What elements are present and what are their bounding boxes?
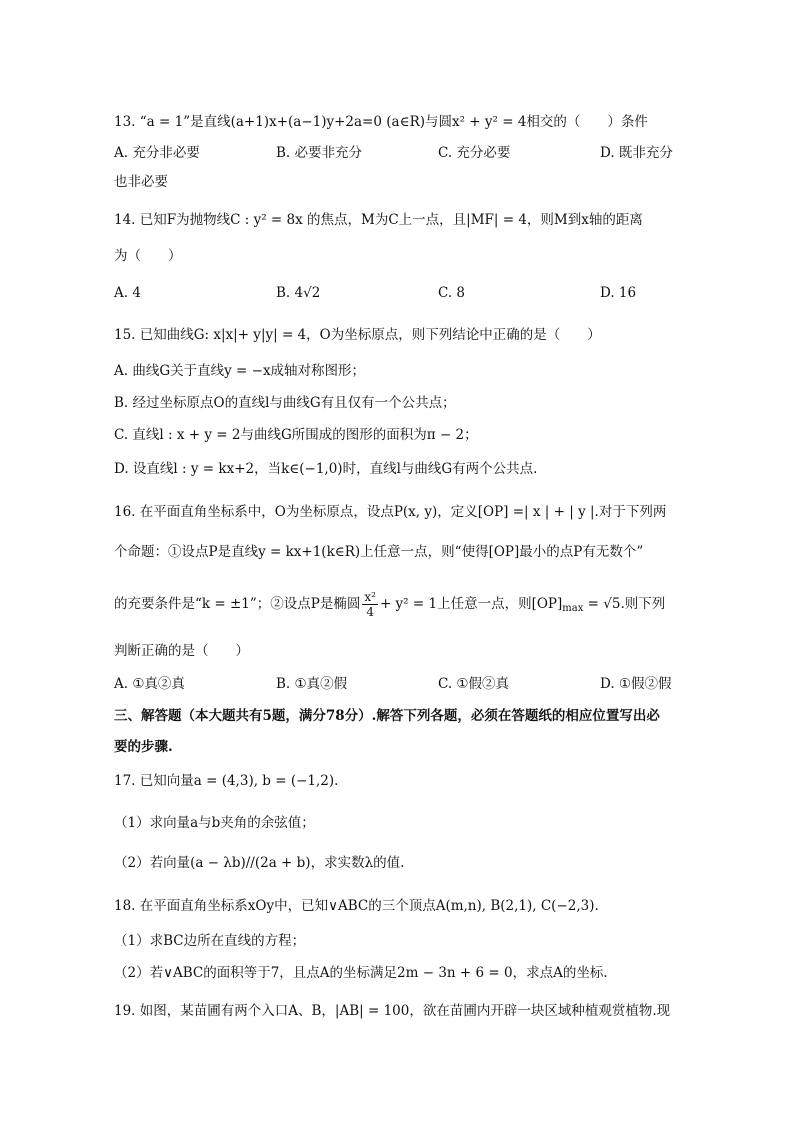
q13-option-a: A. 充分非必要 [114,145,200,161]
max-subscript: max [562,603,584,614]
q14-stem: 14. 已知F为抛物线C : y² = 8x 的焦点，M为C上一点，且|MF| = 4，则M到x轴的距离 [114,212,643,228]
q13-stem: 13. “a = 1”是直线(a+1)x+(a−1)y+2a=0 (a∈R)与圆x² + y² = 4相交的（ ）条件 [114,114,648,130]
q17-part-2: （2）若向量(a − λb)//(2a + b)，求实数λ的值. [114,855,405,871]
section-heading-line-1: 三、解答题（本大题共有5题，满分78分）.解答下列各题，必须在答题纸的相应位置写出必 [114,708,660,724]
q16-line-3-b: + y² = 1上任意一点，则[OP] [379,596,563,612]
q14-option-a: A. 4 [114,285,141,301]
fraction-numerator: x² [364,590,376,604]
q18-part-2: （2）若∨ABC的面积等于7，且点A的坐标满足2m − 3n + 6 = 0，求点A的坐标. [114,965,608,981]
q14-continuation: 为（ ） [114,248,182,264]
q16-line-2: 个命题：①设点P是直线y = kx+1(k∈R)上任意一点，则“使得[OP]最小的点P有无数个” [114,544,644,560]
q15-option-d: D. 设直线l : y = kx+2，当k∈(−1,0)时，直线l与曲线G有两个公共点. [114,461,538,477]
q13-continuation: 也非必要 [114,174,168,190]
q13-option-c: C. 充分必要 [438,145,511,161]
q16-line-4: 判断正确的是（ ） [114,643,249,659]
q13-option-d: D. 既非充分 [600,145,673,161]
q16-option-c: C. ①假②真 [438,676,510,692]
q18-stem: 18. 在平面直角坐标系xOy中，已知∨ABC的三个顶点A(m,n), B(2,1), C(−2,3). [114,898,599,914]
fraction-denominator: 4 [366,605,374,619]
q14-option-b: B. 4√2 [276,285,321,301]
q17-part-1: （1）求向量a与b夹角的余弦值； [114,815,315,831]
q14-option-c: C. 8 [438,285,466,301]
q15-option-b: B. 经过坐标原点O的直线l与曲线G有且仅有一个公共点； [114,395,456,411]
q16-line-1: 16. 在平面直角坐标系中，O为坐标原点，设点P(x, y)，定义[OP] =| x | + | y |.对于下列两 [114,504,667,520]
q16-line-3 [114,590,665,619]
q16-line-3-c: = √5.则下列 [583,596,666,612]
q14-option-d: D. 16 [600,285,637,301]
q15-option-c: C. 直线l : x + y = 2与曲线G所围成的图形的面积为π − 2； [114,427,478,443]
q17-stem: 17. 已知向量a = (4,3), b = (−1,2). [114,773,339,789]
ellipse-fraction [362,590,378,619]
q16-option-a: A. ①真②真 [114,676,185,692]
section-heading-line-2: 要的步骤. [114,739,173,755]
q16-option-b: B. ①真②假 [276,676,348,692]
q19-stem: 19. 如图，某苗圃有两个入口A、B，|AB| = 100，欲在苗圃内开辟一块区域种植观赏植物.现 [114,1003,671,1019]
q13-option-b: B. 必要非充分 [276,145,363,161]
q18-part-1: （1）求BC边所在直线的方程； [114,933,306,949]
q16-line-3-a: 的充要条件是“k = ±1”；②设点P是椭圆 [114,596,361,612]
q16-option-d: D. ①假②假 [600,676,672,692]
q15-stem: 15. 已知曲线G: x|x|+ y|y| = 4，O为坐标原点，则下列结论中正确的是（ ） [114,327,601,343]
q15-option-a: A. 曲线G关于直线y = −x成轴对称图形； [114,363,366,379]
